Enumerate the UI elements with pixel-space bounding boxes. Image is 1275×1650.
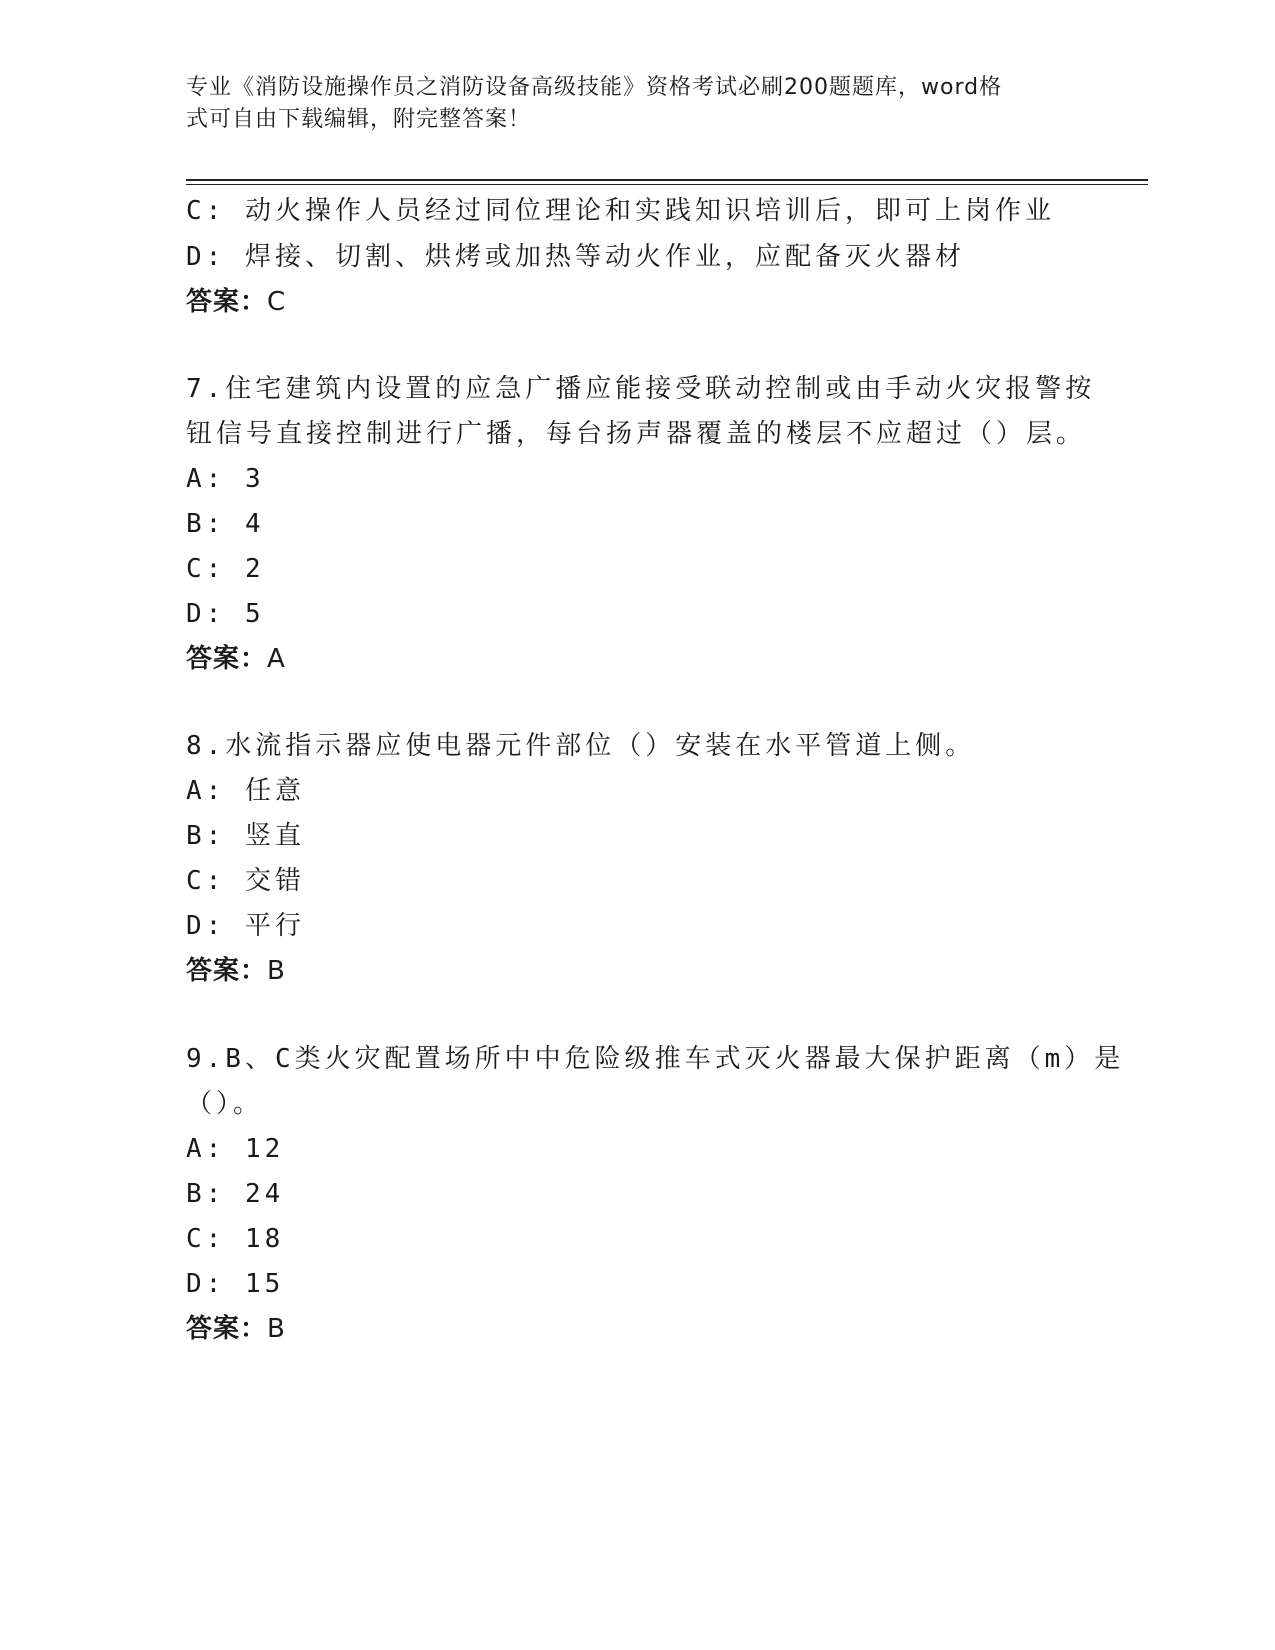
question-9-option-d: D: 15 [186,1269,285,1299]
question-9-option-c: C: 18 [186,1224,285,1254]
answer-label: 答案： [186,644,268,674]
answer-value: C [267,287,287,317]
question-8-option-b: B: 竖直 [186,821,305,851]
question-8-option-d: D: 平行 [186,911,305,941]
carryover-option-c: C: 动火操作人员经过同位理论和实践知识培训后，即可上岗作业 [186,196,1055,226]
answer-label: 答案： [186,287,268,317]
header-title-line-1: 专业《消防设施操作员之消防设备高级技能》资格考试必刷200题题库，word格 [186,75,1003,100]
answer-value: B [267,956,286,986]
header-divider-thin [186,184,1148,185]
question-9-option-b: B: 24 [186,1179,285,1209]
question-7-stem-line-1: 7.住宅建筑内设置的应急广播应能接受联动控制或由手动火灾报警按 [186,374,1096,404]
question-8-answer [186,955,286,987]
question-8-option-c: C: 交错 [186,866,305,896]
question-9-stem-line-1: 9.B、C类火灾配置场所中中危险级推车式灭火器最大保护距离（m）是 [186,1044,1125,1074]
question-7-option-a: A: 3 [186,464,265,494]
question-8-stem-line-1: 8.水流指示器应使电器元件部位（）安装在水平管道上侧。 [186,731,976,761]
question-9-stem-line-2: （）。 [186,1089,264,1119]
carryover-answer [186,286,286,318]
answer-label: 答案： [186,956,268,986]
answer-value: B [267,1314,286,1344]
question-7-option-b: B: 4 [186,509,265,539]
question-9-option-a: A: 12 [186,1134,285,1164]
carryover-option-d: D: 焊接、切割、烘烤或加热等动火作业，应配备灭火器材 [186,242,965,272]
question-8-option-a: A: 任意 [186,776,305,806]
question-7-option-d: D: 5 [186,599,265,629]
question-9-answer [186,1313,286,1345]
question-7-option-c: C: 2 [186,554,265,584]
question-7-answer [186,643,286,675]
header-divider-thick [186,179,1148,181]
answer-value: A [267,644,286,674]
header-title-line-2: 式可自由下载编辑，附完整答案！ [186,107,532,132]
document-header [186,72,1066,136]
answer-label: 答案： [186,1314,268,1344]
question-7-stem-line-2: 钮信号直接控制进行广播，每台扬声器覆盖的楼层不应超过（）层。 [186,419,1087,449]
